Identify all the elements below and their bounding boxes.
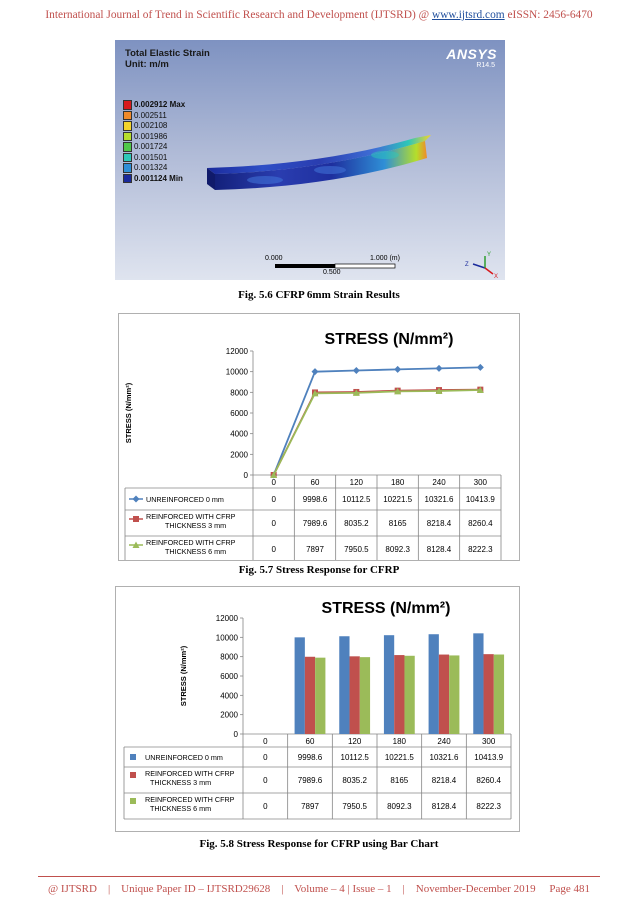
legend-key-swatch xyxy=(130,754,136,760)
footer-divider xyxy=(38,876,600,877)
series-name: UNREINFORCED 0 mm xyxy=(146,495,224,504)
data-label: 10413.9 xyxy=(465,495,495,504)
data-label: 10112.5 xyxy=(340,753,369,762)
bar xyxy=(394,655,404,734)
bar xyxy=(295,637,305,734)
data-label: 8222.3 xyxy=(468,545,493,554)
y-tick-label: 12000 xyxy=(225,347,248,356)
bar-chart-frame xyxy=(115,586,520,832)
legend-label: 0.002511 xyxy=(134,110,167,120)
bar xyxy=(404,656,414,734)
bar xyxy=(494,655,504,734)
data-label: 8165 xyxy=(390,776,409,785)
legend-label: 0.001124 Min xyxy=(134,173,183,183)
data-label: 8260.4 xyxy=(468,519,493,528)
y-tick-label: 6000 xyxy=(220,672,238,681)
journal-link[interactable]: www.ijtsrd.com xyxy=(431,9,505,21)
beam-highlight-3 xyxy=(371,151,399,159)
scale-label-left: 0.000 xyxy=(265,255,283,262)
data-label: 10413.9 xyxy=(474,753,504,762)
ansys-version: R14.5 xyxy=(476,62,495,69)
bar xyxy=(350,656,360,734)
marker-diamond xyxy=(353,367,360,374)
x-tick-label: 120 xyxy=(349,478,364,487)
x-tick-label: 180 xyxy=(390,478,405,487)
y-axis-label: STRESS (N/mm²) xyxy=(179,645,188,707)
y-tick-label: 12000 xyxy=(215,614,238,623)
data-label: 8128.4 xyxy=(431,802,457,811)
data-label: 9998.6 xyxy=(302,495,328,504)
bar xyxy=(305,657,315,734)
y-tick-label: 2000 xyxy=(220,710,238,720)
line-chart-frame xyxy=(118,313,520,561)
data-label: 0 xyxy=(271,519,276,528)
data-label: 8092.3 xyxy=(385,545,410,554)
data-label: 7989.6 xyxy=(302,519,328,528)
ansys-logo: ANSYS xyxy=(446,46,497,62)
bar xyxy=(429,634,439,734)
data-label: 8092.3 xyxy=(387,802,412,811)
marker-diamond xyxy=(394,366,401,373)
legend-label: 0.001986 xyxy=(134,131,168,141)
data-label: 8035.2 xyxy=(344,519,369,528)
triad-z-label: Z xyxy=(465,262,469,268)
data-label: 7950.5 xyxy=(342,802,367,811)
y-tick-label: 10000 xyxy=(225,367,248,377)
x-tick-label: 0 xyxy=(271,478,276,487)
data-label: 7897 xyxy=(301,802,319,811)
bar xyxy=(384,635,394,734)
legend-key-swatch xyxy=(130,798,136,804)
data-label: 10112.5 xyxy=(342,495,371,504)
series-name: UNREINFORCED 0 mm xyxy=(145,753,223,762)
legend-key-swatch xyxy=(130,772,136,778)
triad-x-label: X xyxy=(494,274,499,280)
y-tick-label: 8000 xyxy=(230,388,248,398)
data-label: 10221.5 xyxy=(383,495,413,504)
data-label: 8035.2 xyxy=(342,776,367,785)
data-label: 7989.6 xyxy=(297,776,323,785)
x-tick-label: 180 xyxy=(392,737,407,746)
beam-render xyxy=(115,40,505,280)
x-tick-label: 300 xyxy=(473,478,488,487)
data-label: 10321.6 xyxy=(424,495,454,504)
data-label: 8165 xyxy=(388,519,407,528)
header-text: International Journal of Trend in Scientific Research and Development (IJTSRD) @ xyxy=(45,9,432,21)
data-label: 8128.4 xyxy=(426,545,452,554)
scale-bar-white xyxy=(335,264,395,268)
x-tick-label: 240 xyxy=(432,478,446,487)
line-chart xyxy=(119,314,519,560)
series-line xyxy=(274,390,481,475)
x-tick-label: 240 xyxy=(437,737,451,746)
chart-title: STRESS (N/mm²) xyxy=(324,331,454,348)
data-label: 7897 xyxy=(306,545,324,554)
x-tick-label: 120 xyxy=(347,737,362,746)
marker-diamond xyxy=(436,365,443,372)
y-tick-label: 2000 xyxy=(230,450,248,460)
y-tick-label: 4000 xyxy=(220,691,238,701)
marker-square xyxy=(133,516,139,522)
ansys-title-line1: Total Elastic Strain xyxy=(125,48,210,59)
chart-title: STRESS (N/mm²) xyxy=(321,600,451,617)
bar xyxy=(360,657,370,734)
fig-5-6-caption: Fig. 5.6 CFRP 6mm Strain Results xyxy=(238,289,400,301)
y-tick-label: 10000 xyxy=(215,633,238,643)
page-footer: @ IJTSRD | Unique Paper ID – IJTSRD29628 | Volume – 4 | Issue – 1 | November-December 2019 Page 481 xyxy=(48,883,590,895)
scale-bar-black xyxy=(275,264,335,268)
series-line xyxy=(274,367,481,475)
series-name: THICKNESS 6 mm xyxy=(165,547,227,556)
bar-chart xyxy=(116,587,519,831)
y-tick-label: 0 xyxy=(243,471,248,480)
legend-label: 0.001501 xyxy=(134,152,168,162)
series-name: THICKNESS 3 mm xyxy=(165,521,227,530)
beam-highlight-2 xyxy=(314,166,346,174)
fig-5-8-caption: Fig. 5.8 Stress Response for CFRP using Bar Chart xyxy=(199,838,439,850)
scale-label-mid: 0.500 xyxy=(323,269,341,276)
data-label: 8260.4 xyxy=(476,776,501,785)
series-name: REINFORCED WITH CFRP xyxy=(145,795,235,804)
bar xyxy=(439,655,449,734)
data-label: 0 xyxy=(263,753,268,762)
ansys-strain-figure xyxy=(115,40,505,280)
x-tick-label: 60 xyxy=(305,737,315,746)
marker-diamond xyxy=(133,496,140,503)
bar xyxy=(315,658,325,734)
fig-5-7-caption: Fig. 5.7 Stress Response for CFRP xyxy=(238,564,400,576)
series-name: THICKNESS 6 mm xyxy=(150,804,212,813)
bar xyxy=(473,633,483,734)
data-label: 0 xyxy=(263,802,268,811)
data-label: 0 xyxy=(263,776,268,785)
data-label: 10321.6 xyxy=(429,753,459,762)
marker-diamond xyxy=(312,368,319,375)
y-tick-label: 4000 xyxy=(230,429,248,439)
triad-y-label: Y xyxy=(487,252,492,258)
legend-label: 0.002912 Max xyxy=(134,100,186,109)
series-name: REINFORCED WITH CFRP xyxy=(146,512,236,521)
x-tick-label: 300 xyxy=(481,737,496,746)
y-tick-label: 0 xyxy=(233,730,238,739)
x-tick-label: 60 xyxy=(310,478,320,487)
scale-label-right: 1.000 (m) xyxy=(370,255,400,262)
legend-label: 0.001724 xyxy=(134,142,168,151)
data-label: 7950.5 xyxy=(344,545,369,554)
legend-label: 0.002108 xyxy=(134,121,168,130)
series-name: REINFORCED WITH CFRP xyxy=(145,769,235,778)
legend-label: 0.001324 xyxy=(134,163,168,172)
y-tick-label: 8000 xyxy=(220,652,238,662)
data-label: 10221.5 xyxy=(384,753,414,762)
beam-highlight-1 xyxy=(247,176,283,184)
bar xyxy=(449,655,459,734)
ansys-title-line2: Unit: m/m xyxy=(125,59,169,70)
data-label: 8222.3 xyxy=(476,802,501,811)
bar xyxy=(484,654,494,734)
data-label: 0 xyxy=(271,545,276,554)
data-label: 8218.4 xyxy=(426,519,452,528)
x-tick-label: 0 xyxy=(263,737,268,746)
data-label: 9998.6 xyxy=(297,753,323,762)
marker-diamond xyxy=(477,364,484,371)
series-line xyxy=(274,390,481,475)
data-label: 0 xyxy=(271,495,276,504)
y-axis-label: STRESS (N/mm²) xyxy=(124,382,133,444)
data-label: 8218.4 xyxy=(431,776,457,785)
bar xyxy=(339,636,349,734)
y-tick-label: 6000 xyxy=(230,409,248,418)
header-issn: eISSN: 2456-6470 xyxy=(504,9,593,21)
series-name: THICKNESS 3 mm xyxy=(150,778,212,787)
axis-triad xyxy=(465,252,498,280)
journal-header xyxy=(0,9,638,21)
series-name: REINFORCED WITH CFRP xyxy=(146,538,236,547)
